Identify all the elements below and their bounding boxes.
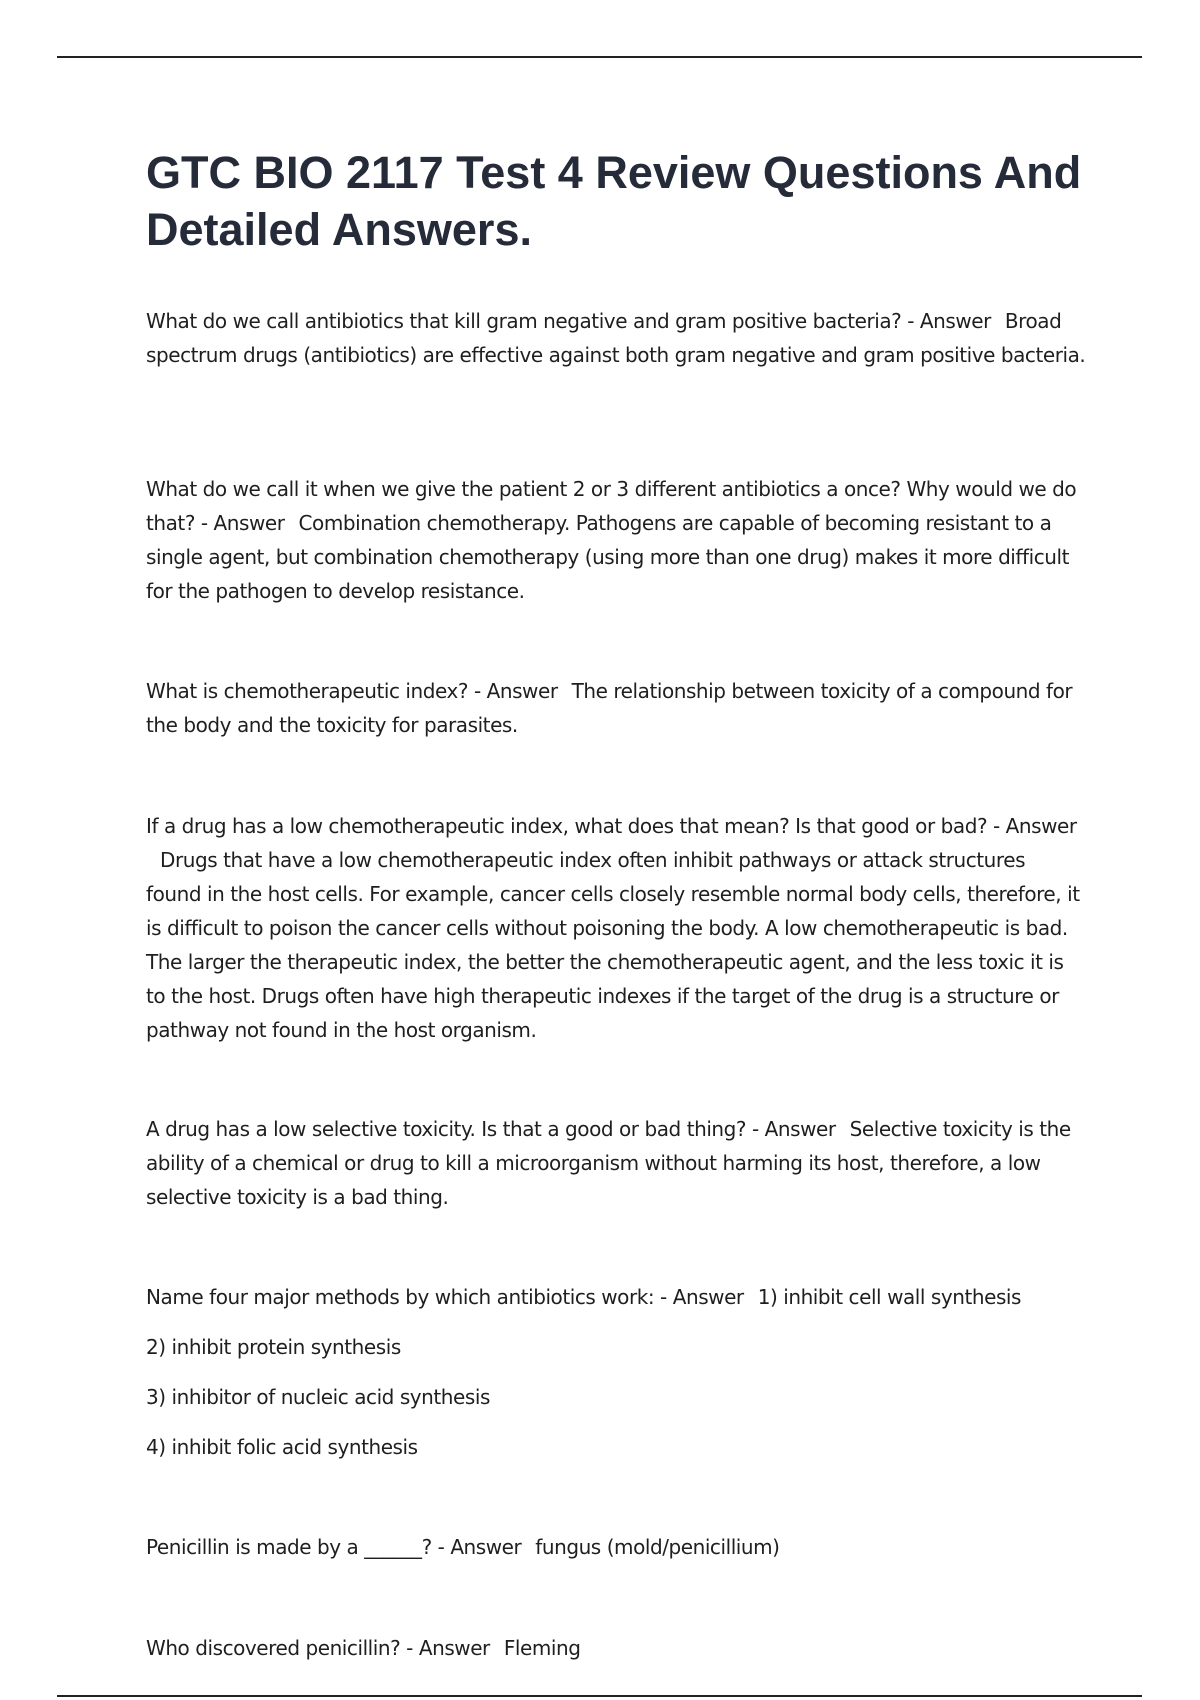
answer-text: fungus (mold/penicillium) [535, 1535, 780, 1559]
answer-text: Fleming [503, 1636, 581, 1660]
qa-item [146, 809, 1086, 1047]
question-text: Name four major methods by which antibiotics work: - Answer [146, 1285, 744, 1309]
question-text: Who discovered penicillin? - Answer [146, 1636, 490, 1660]
question-text: What do we call it when we give the patient 2 or 3 different antibiotics a once? Why would we do that? - Answer [146, 477, 1077, 535]
qa-item [146, 674, 1086, 742]
answer-text: Selective toxicity is the ability of a chemical or drug to kill a microorganism without harming its host, therefore, a low selective toxicity is a bad thing. [146, 1117, 1071, 1209]
answer-text: Broad spectrum drugs (antibiotics) are effective against both gram negative and gram positive bacteria. [146, 309, 1086, 367]
qa-item [146, 1280, 1086, 1314]
qa-item [146, 472, 1086, 608]
page-title: GTC BIO 2117 Test 4 Review Questions And Detailed Answers. [146, 147, 1082, 255]
qa-item [146, 304, 1086, 372]
question-text: Penicillin is made by a ______? - Answer [146, 1535, 522, 1559]
question-text: What is chemotherapeutic index? - Answer [146, 679, 558, 703]
qa-item [146, 1112, 1086, 1214]
answer-text: 1) inhibit cell wall synthesis [757, 1285, 1022, 1309]
qa-item [146, 1631, 1086, 1665]
question-text: If a drug has a low chemotherapeutic index, what does that mean? Is that good or bad? - Answer [146, 814, 1077, 838]
answer-text: Drugs that have a low chemotherapeutic index often inhibit pathways or attack structures found in the host cells. For example, cancer cells closely resemble normal body cells, therefore, it is difficult to poison the cancer cells without poisoning the body. A low chemotherapeutic is bad. The larger the therapeutic index, the better the chemotherapeutic agent, and the less toxic it is to the host. Drugs often have high therapeutic indexes if the target of the drug is a structure or pathway not found in the host organism. [146, 848, 1080, 1042]
answer-text: The relationship between toxicity of a compound for the body and the toxicity for parasites. [146, 679, 1073, 737]
list-item: 2) inhibit protein synthesis [146, 1335, 401, 1359]
list-item: 3) inhibitor of nucleic acid synthesis [146, 1385, 490, 1409]
question-text: What do we call antibiotics that kill gram negative and gram positive bacteria? - Answer [146, 309, 991, 333]
question-text: A drug has a low selective toxicity. Is that a good or bad thing? - Answer [146, 1117, 836, 1141]
answer-text: Combination chemotherapy. Pathogens are capable of becoming resistant to a single agent, but combination chemotherapy (using more than one drug) makes it more difficult for the pathogen to develop resistance. [146, 511, 1069, 603]
qa-item [146, 1530, 1086, 1564]
bottom-divider [57, 1695, 1142, 1697]
list-item: 4) inhibit folic acid synthesis [146, 1435, 418, 1459]
top-divider [57, 56, 1142, 58]
